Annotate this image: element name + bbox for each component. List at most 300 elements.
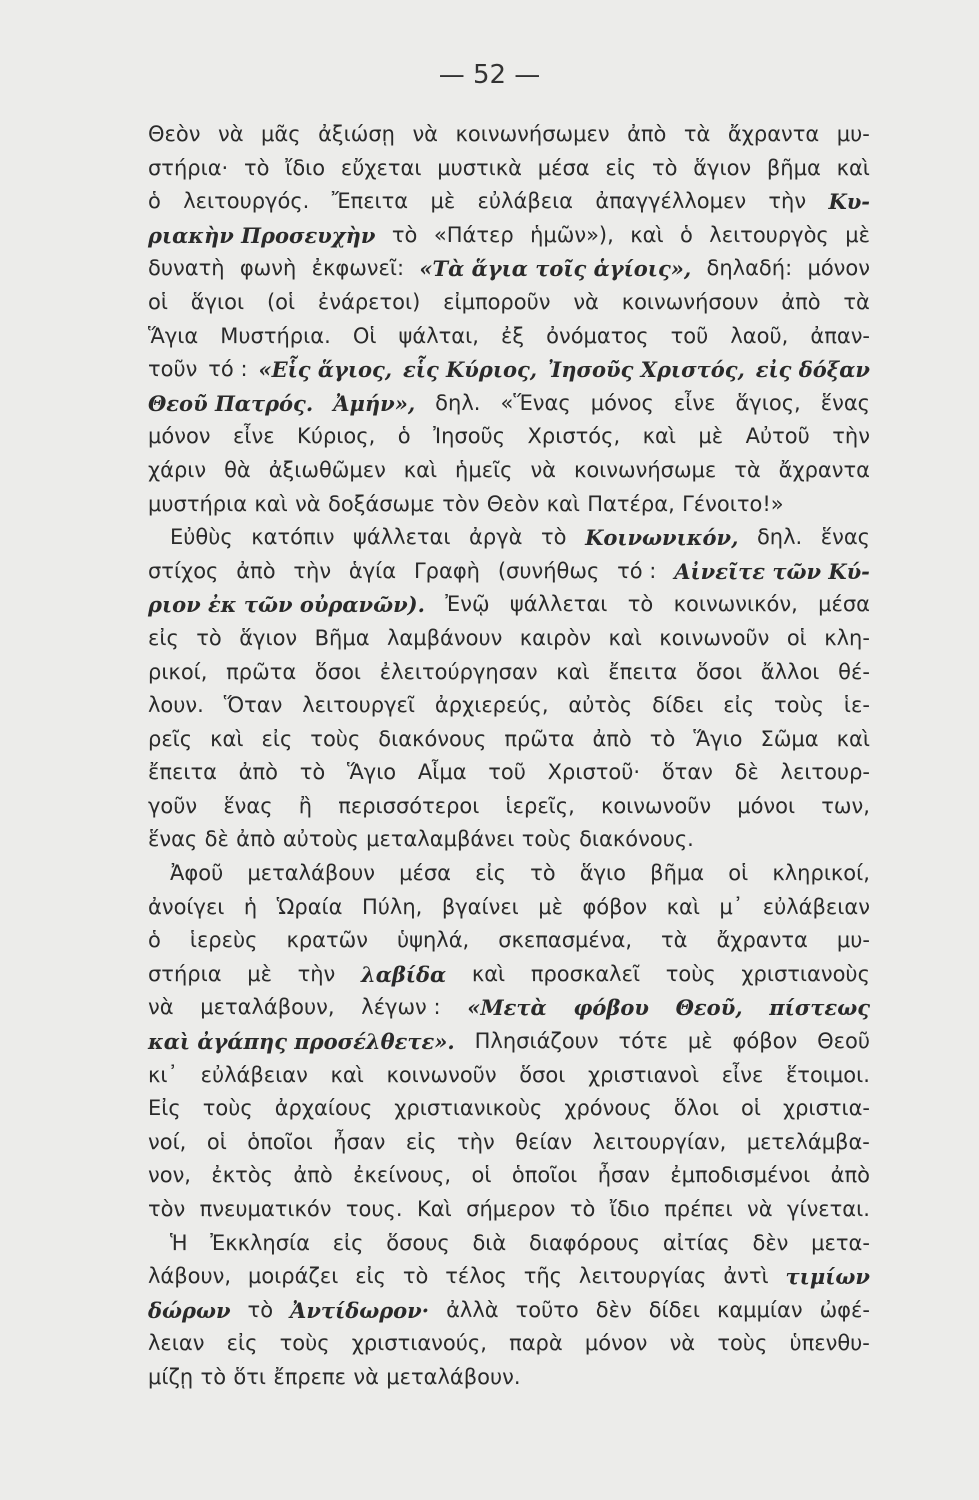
word: χριστιανικοὺς: [394, 1096, 543, 1121]
word: ἀπὸ: [592, 726, 632, 751]
word: ὁ: [680, 222, 693, 247]
text-line: [148, 185, 870, 219]
word: Χριστός,: [527, 424, 621, 449]
word: βῆμα: [650, 861, 705, 886]
word: νον,: [148, 1163, 191, 1188]
word: τὸ: [247, 1297, 274, 1322]
word: Μυστήρια.: [220, 323, 331, 348]
text-line: [148, 991, 870, 1025]
text-line: [148, 1327, 870, 1361]
word: ἐμποδισμένοι: [670, 1163, 811, 1188]
word: ἐνάρετοι): [317, 289, 421, 314]
word: ἔπειτα: [148, 760, 217, 785]
word: στήρια: [148, 961, 222, 986]
word: φόβον: [732, 1029, 798, 1054]
word: Πλησιάζουν: [474, 1029, 599, 1054]
word: μεταλάβουν: [247, 861, 375, 886]
word: κοινωνήσωμε: [573, 457, 717, 482]
word: εὐλάβεια: [477, 189, 574, 214]
word: ἕτοιμοι.: [785, 1062, 870, 1087]
word: ὅταν: [661, 760, 713, 785]
text-line: [148, 488, 870, 522]
word: Βῆμα: [314, 625, 370, 650]
word: Ὡραία: [276, 894, 343, 919]
word: Ὅταν: [223, 693, 283, 718]
word: διὰ: [472, 1230, 507, 1255]
word: εὐλάβειαν: [200, 1062, 308, 1087]
text-line: [148, 320, 870, 354]
text-line: [148, 152, 870, 186]
word: Κυ-: [828, 189, 870, 215]
word: τότε: [618, 1029, 668, 1054]
word: ἡμῶν»),: [530, 222, 614, 247]
word: μόνον: [807, 256, 870, 281]
text-line: [148, 555, 870, 589]
word: ὅσοι: [695, 659, 743, 684]
word: τιμίων: [785, 1264, 870, 1290]
word: μοιράζει: [247, 1264, 339, 1289]
word: φόβου: [573, 995, 649, 1021]
word: ἅγιοι: [190, 289, 245, 314]
word: τοὺς: [717, 1331, 768, 1356]
word: ὁποῖοι: [511, 1163, 578, 1188]
word: καὶ: [210, 726, 244, 751]
word: τὰ: [683, 122, 711, 146]
word: Ἡ: [170, 1230, 188, 1255]
word: μὲ: [698, 424, 724, 449]
word: σήμερον: [466, 1197, 556, 1221]
word: λειτουργεῖ: [302, 693, 415, 718]
word: χριστια-: [782, 1096, 870, 1121]
word: (συνήθως: [497, 558, 600, 583]
word: πρῶτα: [504, 726, 575, 751]
word: Ἔπειτα: [331, 189, 409, 214]
text-line: [148, 924, 870, 958]
word: κοινωνοῦν: [659, 625, 770, 650]
word: ψάλλεται: [509, 592, 608, 617]
word: κι᾿: [148, 1062, 178, 1087]
word: τῆς: [523, 1264, 563, 1289]
word: μετα-: [811, 1230, 870, 1255]
word: τὴν: [297, 961, 336, 986]
word: αὐτὸς: [568, 693, 633, 718]
word: ἱε-: [843, 693, 870, 718]
word: μόνον: [584, 1331, 648, 1356]
word: καὶ ἀγάπης προσέλθετε».: [148, 1029, 455, 1055]
word: Κοινωνικόν,: [585, 525, 739, 551]
word: ἄλλοι: [760, 659, 820, 684]
word: ὁ: [148, 189, 161, 214]
word: χρόνους: [564, 1096, 652, 1121]
word: φωνὴ: [239, 256, 297, 281]
word: τοὺς: [279, 1331, 330, 1356]
word: λειτουργίας: [578, 1264, 707, 1289]
word: βγαίνει: [441, 894, 519, 919]
page-number: — 52 —: [438, 60, 541, 90]
word: δηλ.: [756, 525, 803, 550]
word: Αὐτοῦ: [745, 424, 810, 449]
word: καὶ: [471, 961, 506, 986]
word: των,: [821, 793, 870, 818]
word: «Εἷς ἅγιος,: [258, 357, 393, 383]
word: διαφόρους: [528, 1230, 641, 1255]
word: δίδει: [648, 1297, 700, 1322]
word: Οἱ: [352, 323, 377, 348]
word: ἀνοίγει: [148, 894, 225, 919]
word: μετελάμβα-: [746, 1129, 870, 1154]
word: καὶ: [630, 222, 664, 247]
word: ψάλται,: [398, 323, 479, 348]
text-line: [148, 454, 870, 488]
word: εἰς δόξαν: [755, 357, 870, 383]
word: μόνος: [590, 390, 654, 415]
text-line: [148, 1092, 870, 1126]
word: τους.: [345, 1197, 403, 1221]
word: οἱ: [786, 625, 807, 650]
word: μυ-: [836, 928, 870, 953]
word: λειτουρ-: [780, 760, 870, 785]
word: τὸ: [196, 625, 222, 650]
word: ἄχραντα: [727, 122, 820, 146]
word: διακόνους.: [579, 827, 694, 852]
word: ἀπὸ: [830, 1163, 870, 1188]
word: τὴν: [768, 189, 807, 214]
word: Αἷμα: [417, 760, 467, 785]
word: τὰ: [734, 457, 761, 482]
word: χριστιανοὺς: [741, 961, 870, 986]
word: βῆμα: [766, 155, 821, 180]
word: ἀπὸ: [627, 122, 667, 146]
word: ὁ: [148, 928, 161, 953]
word: εἰς: [723, 693, 755, 718]
word: ἀπὸ: [238, 760, 278, 785]
text-line: [148, 756, 870, 790]
word: ἴδιο: [285, 155, 326, 180]
text-line: [148, 118, 870, 152]
word: μεταλάβουν.: [386, 1364, 521, 1389]
word: εἰς: [148, 625, 179, 650]
word: νὰ: [217, 122, 244, 146]
word: θὰ: [224, 457, 251, 482]
word: τοὺς: [202, 1096, 253, 1121]
word: περισσότεροι: [338, 793, 480, 818]
word: Χριστοῦ·: [547, 760, 641, 785]
word: τὸ: [391, 222, 418, 247]
word: Ἐκκλησία: [210, 1230, 310, 1255]
word: ἀρχαίους: [274, 1096, 373, 1121]
word: Θεοῦ Πατρός.: [148, 390, 314, 416]
word: θέ-: [838, 659, 870, 684]
word: τοὺς: [521, 827, 572, 852]
word: Ἅγιο: [346, 760, 397, 785]
word: ἐκφωνεῖ:: [311, 256, 405, 281]
word: ριον ἐκ τῶν οὐρανῶν).: [148, 592, 425, 618]
word: Σῶμα: [760, 726, 819, 751]
word: χάριν: [148, 457, 207, 482]
word: ἐξ: [500, 323, 525, 348]
word: Κύριος,: [297, 424, 376, 449]
text-line: [148, 387, 870, 421]
word: ὅτι: [233, 1364, 266, 1389]
word: εὐλάβειαν: [762, 894, 870, 919]
word: ὀνόματος: [546, 323, 649, 348]
word: τό :: [208, 357, 248, 382]
text-line: [148, 1159, 870, 1193]
word: δοξάσωμε: [328, 491, 435, 516]
word: καὶ: [330, 1062, 364, 1087]
word: Ἰησοῦς: [433, 424, 506, 449]
word: ἔπρεπε: [273, 1364, 347, 1389]
word: κοινωνικόν,: [673, 592, 798, 617]
text-line: [148, 1059, 870, 1093]
word: μυστικὰ: [437, 155, 523, 180]
word: τὸ: [649, 726, 676, 751]
word: τὴν: [457, 1129, 495, 1154]
word: Αἰνεῖτε τῶν Κύ-: [674, 558, 870, 584]
text-line: [148, 723, 870, 757]
text-line: [148, 252, 870, 286]
text-line: [148, 1260, 870, 1294]
word: τοῦ: [488, 760, 526, 785]
word: τὸ: [530, 861, 556, 886]
word: κοινωνήσωμεν: [455, 122, 610, 146]
word: Ἀντίδωρον·: [290, 1297, 430, 1323]
word: ἀπὸ: [236, 558, 276, 583]
word: ἀξιωθῶμεν: [268, 457, 386, 482]
word: τοῦτο: [515, 1297, 579, 1322]
word: οἱ: [471, 1163, 492, 1188]
word: τὸ: [200, 1364, 227, 1389]
word: λειαν: [148, 1331, 205, 1356]
word: τὴν: [293, 558, 332, 583]
word: λειτουργός.: [183, 189, 310, 214]
word: ὅσοι: [519, 1062, 566, 1087]
word: δὲν: [595, 1297, 632, 1322]
word: ἀξιώσῃ: [318, 122, 395, 146]
word: θείαν: [515, 1129, 573, 1154]
text-line: [148, 1126, 870, 1160]
word: Ἐνῷ: [445, 592, 490, 617]
text-line: [148, 790, 870, 824]
text-line: [148, 1227, 870, 1261]
word: καὶ: [403, 457, 438, 482]
text-line: [148, 1361, 870, 1395]
word: δώρων: [148, 1297, 231, 1323]
text-line: [148, 622, 870, 656]
word: μόνον: [148, 424, 211, 449]
word: ἄχραντα: [778, 457, 870, 482]
word: ἀπὸ: [236, 827, 276, 852]
word: ἱερεὺς: [189, 928, 258, 953]
word: ἅγιος,: [735, 390, 801, 415]
word: παρὰ: [509, 1331, 563, 1356]
word: (οἱ: [266, 289, 296, 314]
word: στίχος: [148, 558, 219, 583]
word: Πατέρα,: [587, 491, 675, 516]
word: λαμβάνουν: [387, 625, 503, 650]
word: εἰμποροῦν: [443, 289, 551, 314]
word: ὑψηλά,: [396, 928, 470, 953]
word: καὶ: [836, 155, 870, 180]
word: νὰ: [148, 995, 174, 1020]
word: κληρικοί,: [772, 861, 870, 886]
word: ὠφέ-: [819, 1297, 870, 1322]
text-line: [148, 353, 870, 387]
word: μὲ: [247, 961, 272, 986]
word: εὔχεται: [340, 155, 422, 180]
word: χριστιανούς,: [351, 1331, 487, 1356]
word: τὸ: [651, 155, 678, 180]
word: μόνοι: [737, 793, 796, 818]
word: μέσα: [399, 861, 452, 886]
word: καὶ: [642, 424, 676, 449]
word: ὅσους: [386, 1230, 450, 1255]
word: Θεοῦ: [817, 1029, 870, 1054]
word: νὰ: [573, 289, 599, 314]
word: Καὶ: [417, 1197, 452, 1221]
word: λειτουργίαν,: [592, 1129, 727, 1154]
word: οἱ: [728, 861, 749, 886]
word: οἱ: [740, 1096, 761, 1121]
word: εἰς: [355, 1264, 386, 1289]
word: καὶ: [254, 491, 288, 516]
word: νὰ: [295, 491, 321, 516]
word: τὴν: [832, 424, 870, 449]
word: ἡμεῖς: [455, 457, 513, 482]
word: ἕνας: [820, 525, 870, 550]
word: Πύλη,: [361, 894, 423, 919]
word: εἶνε: [721, 1062, 764, 1087]
word: τοὺς: [774, 693, 824, 718]
word: λουν.: [148, 693, 204, 718]
word: ἴδιο: [609, 1197, 650, 1221]
word: τό :: [617, 558, 657, 583]
word: «Πάτερ: [433, 222, 514, 247]
word: ἕνας: [820, 390, 870, 415]
word: ἅγιον: [239, 625, 298, 650]
text-line: [148, 420, 870, 454]
word: Εἰς: [148, 1096, 181, 1121]
word: μᾶς: [261, 122, 301, 146]
text-line: [148, 656, 870, 690]
word: ρεῖς: [148, 726, 193, 751]
word: λάβουν,: [148, 1264, 232, 1289]
word: δυνατὴ: [148, 256, 225, 281]
word: Θεὸν: [486, 491, 540, 516]
word: οἱ: [206, 1129, 227, 1154]
word: λειτουργὸς: [709, 222, 829, 247]
word: τοὺς: [665, 961, 716, 986]
word: ἀπαν-: [810, 323, 870, 348]
word: κρατῶν: [286, 928, 368, 953]
word: «Ἕνας: [500, 390, 571, 415]
text-line: [148, 286, 870, 320]
word: εἰς: [405, 1129, 437, 1154]
word: γίνεται.: [787, 1197, 870, 1221]
word: εἰς: [475, 861, 506, 886]
word: ἦσαν: [597, 1163, 650, 1188]
word: φόβον: [582, 894, 648, 919]
word: ἁγία: [348, 558, 397, 583]
word: κλη-: [824, 625, 870, 650]
word: τὸ: [299, 760, 326, 785]
word: εἰς: [261, 726, 293, 751]
word: κοινωνήσουν: [621, 289, 759, 314]
word: αὐτοὺς: [282, 827, 359, 852]
word: ὑπενθυ-: [789, 1331, 870, 1356]
word: γοῦν: [148, 793, 198, 818]
word: ἦσαν: [333, 1129, 386, 1154]
word: ἡ: [243, 894, 258, 919]
word: εἶνε: [233, 424, 275, 449]
word: εἰς: [605, 155, 637, 180]
word: οἱ: [148, 289, 168, 314]
word: Ἀμήν»,: [333, 390, 416, 416]
word: ἅγιον: [693, 155, 752, 180]
word: δηλ.: [435, 390, 481, 415]
word: στήρια·: [148, 155, 229, 180]
text-line: [148, 823, 870, 857]
text-line: [148, 521, 870, 555]
word: νὰ: [530, 457, 557, 482]
word: ἀντὶ: [723, 1264, 769, 1289]
word: νὰ: [747, 1197, 773, 1221]
word: μυ-: [836, 122, 870, 146]
text-line: [148, 958, 870, 992]
word: μὲ: [845, 222, 870, 247]
text-line: [148, 891, 870, 925]
word: Ἅγιο: [693, 726, 743, 751]
word: καὶ: [608, 625, 642, 650]
text-line: [148, 1193, 870, 1227]
word: μέσα: [818, 592, 870, 617]
word: νοί,: [148, 1129, 187, 1154]
word: καὶ: [836, 726, 870, 751]
word: μίζῃ: [148, 1364, 194, 1389]
word: λαοῦ,: [730, 323, 789, 348]
word: ἱερεῖς,: [505, 793, 575, 818]
word: τὸ: [402, 1264, 429, 1289]
word: δίδει: [652, 693, 704, 718]
word: ἀρχιερεύς,: [434, 693, 549, 718]
word: νὰ: [669, 1331, 696, 1356]
word: λαβίδα: [360, 961, 447, 987]
word: Ἀφοῦ: [170, 861, 224, 886]
word: τὰ: [660, 928, 688, 953]
word: τὰ: [843, 289, 870, 314]
word: καὶ: [546, 491, 580, 516]
word: εἷς Κύριος,: [403, 357, 538, 383]
body-text: [148, 118, 870, 1395]
word: Γένοιτο!»: [682, 491, 784, 516]
word: ἕνας: [223, 793, 273, 818]
word: εἰς: [332, 1230, 364, 1255]
word: μὲ: [538, 894, 563, 919]
word: πρῶτα: [226, 659, 297, 684]
word: ἕνας: [148, 827, 198, 852]
text-line: [148, 857, 870, 891]
word: χριστιανοὶ: [587, 1062, 700, 1087]
word: Γραφὴ: [413, 558, 480, 583]
word: ὁ: [397, 424, 411, 449]
word: ριακὴν Προσευχὴν: [148, 222, 376, 248]
word: Ἰησοῦς Χριστός,: [548, 357, 745, 383]
word: ψάλλεται: [353, 525, 451, 550]
word: τοῦ: [670, 323, 709, 348]
word: αἰτίας: [662, 1230, 730, 1255]
word: τὸν: [148, 1197, 186, 1221]
word: καμμίαν: [716, 1297, 803, 1322]
